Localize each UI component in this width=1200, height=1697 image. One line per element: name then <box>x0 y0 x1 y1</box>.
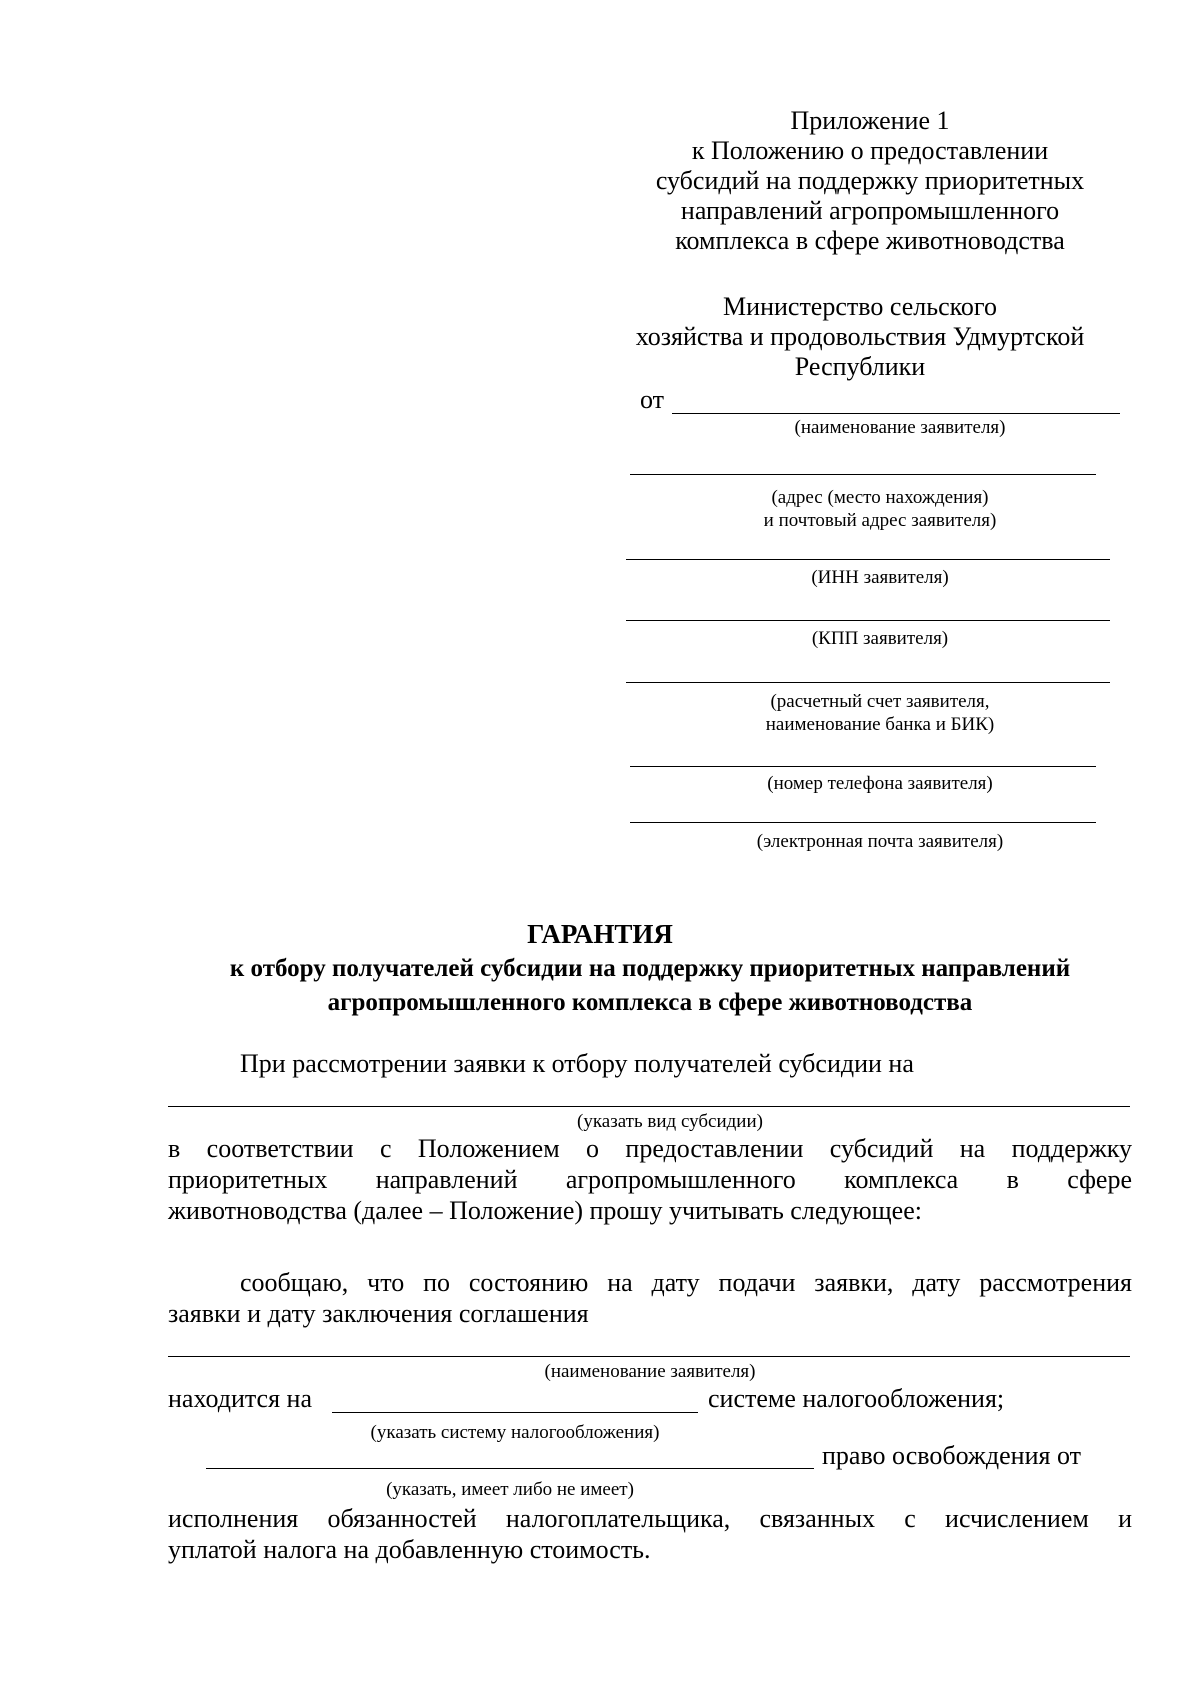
tax-system-caption: (указать систему налогообложения) <box>370 1422 660 1443</box>
ministry-line: Министерство сельского <box>723 292 997 321</box>
paragraph-2: сообщаю, что по состоянию на дату подачи заявки, дату рассмотрения заявки и дату заключения соглашения <box>168 1268 1132 1328</box>
applicant-name-body-caption: (наименование заявителя) <box>544 1361 756 1382</box>
applicant-name-body-line <box>168 1356 1130 1357</box>
address-caption: (адрес (место нахождения) и почтовый адрес заявителя) <box>763 487 997 531</box>
bank-account-caption: (расчетный счет заявителя, наименование банка и БИК) <box>765 691 995 735</box>
email-caption: (электронная почта заявителя) <box>756 831 1004 852</box>
ministry-addressee <box>600 292 1120 382</box>
exemption-suffix: право освобождения от <box>822 1441 1081 1470</box>
ministry-line: хозяйства и продовольствия Удмуртской <box>635 322 1085 351</box>
bank-account-line <box>626 682 1110 683</box>
kpp-line <box>626 620 1110 621</box>
tax-system-line <box>332 1412 698 1413</box>
phone-line <box>630 766 1096 767</box>
appendix-line: к Положению о предоставлении <box>691 136 1049 165</box>
subsidy-type-caption: (указать вид субсидии) <box>577 1111 763 1132</box>
appendix-line: Приложение 1 <box>790 106 950 135</box>
inn-caption: (ИНН заявителя) <box>811 567 949 588</box>
appendix-header <box>600 106 1140 256</box>
intro-text: При рассмотрении заявки к отбору получателей субсидии на <box>240 1049 914 1078</box>
kpp-caption: (КПП заявителя) <box>811 628 949 649</box>
exemption-line <box>206 1468 814 1469</box>
exemption-caption: (указать, имеет либо не имеет) <box>386 1479 634 1500</box>
phone-caption: (номер телефона заявителя) <box>767 773 993 794</box>
address-line <box>630 474 1096 475</box>
tax-system-suffix: системе налогообложения; <box>708 1384 1005 1413</box>
from-label: от <box>640 385 665 414</box>
located-on-label: находится на <box>168 1384 312 1413</box>
subsidy-type-line <box>168 1106 1130 1107</box>
appendix-line: комплекса в сфере животноводства <box>675 226 1065 255</box>
applicant-name-line <box>672 413 1120 414</box>
appendix-line: направлений агропромышленного <box>680 196 1060 225</box>
appendix-line: субсидий на поддержку приоритетных <box>655 166 1085 195</box>
email-line <box>630 822 1096 823</box>
paragraph-1: в соответствии с Положением о предоставлении субсидий на поддержку приоритетных направлений агропромышленного комплекса в сфере животноводства (далее – Положение) прошу учитывать следующее: <box>168 1134 1132 1225</box>
inn-line <box>626 559 1110 560</box>
document-subtitle: к отбору получателей субсидии на поддержку приоритетных направлений агропромышленного комплекса в сфере животноводства <box>229 955 1071 1016</box>
document-title: ГАРАНТИЯ <box>527 919 673 949</box>
ministry-line: Республики <box>794 352 926 381</box>
final-paragraph: исполнения обязанностей налогоплательщика, связанных с исчислением и уплатой налога на добавленную стоимость. <box>168 1504 1132 1564</box>
applicant-name-caption: (наименование заявителя) <box>794 417 1006 438</box>
